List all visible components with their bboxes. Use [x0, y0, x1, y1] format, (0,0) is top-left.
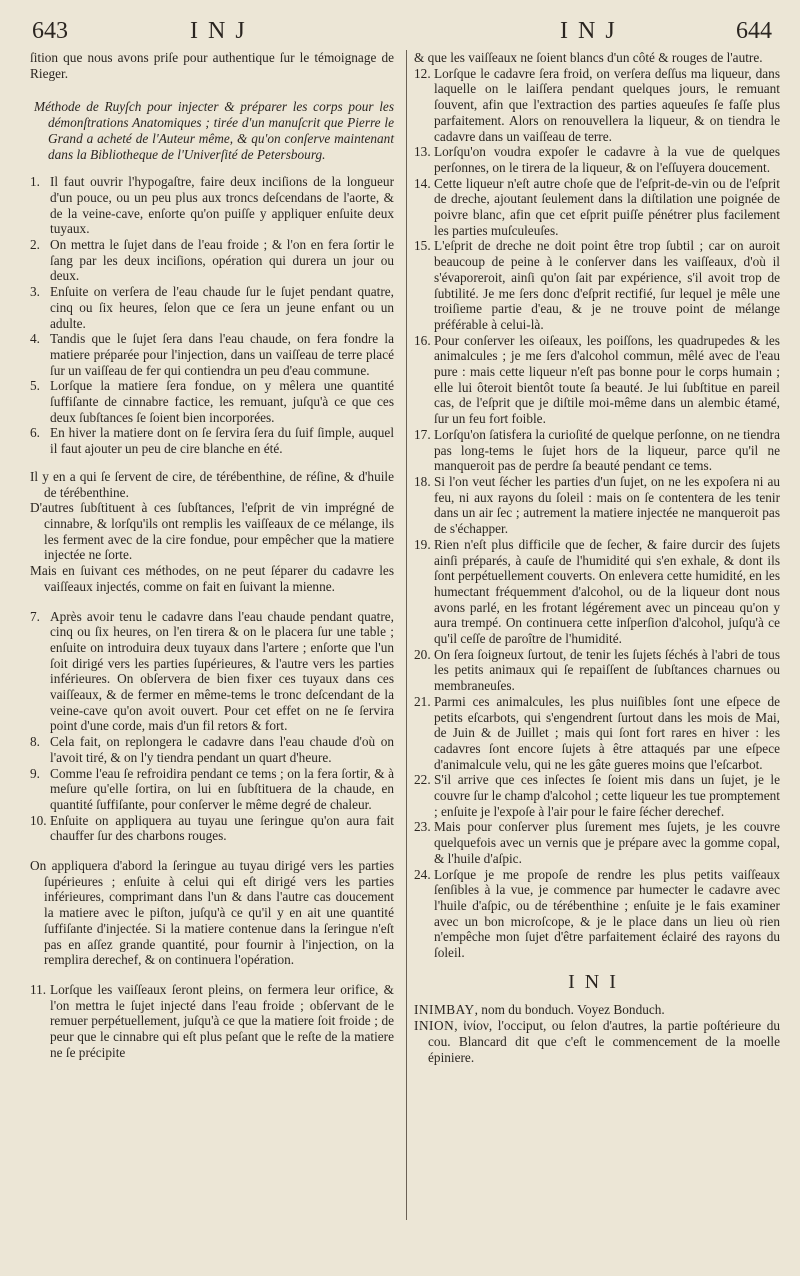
item-number: 15. — [414, 238, 431, 254]
item-number: 7. — [30, 608, 40, 624]
numbered-item — [414, 176, 780, 239]
entry-text: , nom du bonduch. Voyez Bonduch. — [474, 1002, 665, 1018]
item-text: On ſera ſoigneux ſurtout, de tenir les ſujets ſéchés à l'abri de tous les petits animaux qui ſe repaiſſent de ſubſtances charnues ou membraneuſes. — [434, 646, 780, 694]
right-continuation: & que les vaiſſeaux ne ſoient blancs d'un côté & rouges de l'autre. — [414, 50, 763, 65]
item-text: Tandis que le ſujet ſera dans l'eau chaude, on fera fondre la matiere préparée pour l'injection, dans un vaiſſeau de terre placé ſur un vaiſſeau de fer qui contiendra un peu d'eau commune. — [50, 331, 395, 378]
text-columns — [30, 50, 780, 1260]
item-number: 1. — [30, 174, 40, 190]
numbered-item — [414, 819, 780, 866]
page-number-left: 643 — [32, 18, 68, 44]
numbered-item — [30, 237, 394, 284]
item-number: 18. — [414, 473, 431, 489]
item-text: Après avoir tenu le cadavre dans l'eau chaude pendant quatre, cinq ou ſix heures, on l'en tirera & on le placera ſur une table ; enſuite on introduira deux tuyaux dans l'artere ; enſorte que l'un ſoit dirigé vers les parties ſupérieures, & l'autre vers les parties inférieures. On obſervera de bien fixer ces tuyaux dans ces vaiſſeaux, & de fermer en même-tems le tronc deſcendant de la veine-cave qu'on avoit ouvert. Pour cet effet on ne ſe ſervira point d'une corde, mais d'un fil retors & fort. — [50, 608, 395, 734]
item-number: 19. — [414, 536, 431, 552]
item-text: Lorſque je me propoſe de rendre les plus petits vaiſſeaux ſenſibles à la vue, je commence par humecter le cadavre avec l'huile d'aſpic, ou de térébenthine ; enſuite je le fais examiner avec un bon microſcope, & je le place dans un lieu où rien n'empêche mon ſujet d'être parfaitement éclairé des rayons du ſoleil. — [434, 866, 780, 961]
item-text: Mais pour conſerver plus ſurement mes ſujets, je les couvre quelquefois avec un vernis que je prépare avec la gomme copal, & l'huile d'aſpic. — [434, 819, 780, 866]
item-text: Il faut ouvrir l'hypogaſtre, faire deux inciſions de la longueur d'un pouce, ou un peu plus aux troncs deſcendans de l'aorte, & de la veine-cave, enſorte qu'on puiſſe y appliquer enſuite deux tuyaux. — [50, 174, 395, 237]
running-title-left: INJ — [190, 18, 255, 44]
right-column — [404, 50, 780, 1260]
entry-term: INIMBAY — [414, 1002, 475, 1018]
item-number: 22. — [414, 772, 431, 788]
left-continuation: ſition que nous avons priſe pour authentique ſur le témoignage de Rieger. — [30, 50, 395, 81]
item-text: Lorſque la matiere ſera fondue, on y mêlera une quantité ſuffiſante de cinnabre factice, les remuant, juſqu'à ce que ces deux ſubſtances ſe ſoient bien incorporées. — [50, 378, 395, 425]
item-number: 11. — [30, 981, 47, 997]
paragraph-syringe: On appliquera d'abord la ſeringue au tuyau dirigé vers les parties ſupérieures ; enſuite à celui qui eſt dirigé vers les parties inférieures, comprimant dans l'un & dans l'autre cas doucement la matiere avec le piſton, juſqu'à ce qu'il y en ait une quantité ſuffiſante d'injectée. Si la matiere contenue dans la ſeringue n'eſt pas en aſſez grande quantité, pour fournir à l'injection, on la remplira derechef, & on continuera l'opération. — [30, 858, 395, 968]
numbered-item — [414, 333, 780, 427]
dictionary-entry — [414, 1002, 780, 1018]
item-text: Comme l'eau ſe refroidira pendant ce tems ; on la fera ſortir, & à meſure qu'elle ſortira, on lui en ſubſtituera de la chaude, en quantité ſuffiſante, pour conſerver le même degré de chaleur. — [50, 765, 395, 812]
numbered-item — [414, 537, 780, 647]
item-number: 9. — [30, 765, 40, 781]
numbered-item — [414, 427, 780, 474]
item-text: Enſuite on appliquera au tuyau une ſeringue qu'on aura fait chauffer ſur des charbons rouges. — [50, 812, 395, 844]
numbered-item — [30, 766, 394, 813]
numbered-item — [414, 474, 780, 537]
paragraph-resin: Il y en a qui ſe ſervent de cire, de térébenthine, de réſine, & d'huile de térébenthine. — [30, 468, 395, 500]
item-number: 12. — [414, 65, 431, 81]
left-items-1 — [30, 174, 394, 457]
entry-text: , ἰνίον, l'occiput, ou ſelon d'autres, la partie poſtérieure du cou. Blancard dit que c'eſt le commencement de la moelle épiniere. — [428, 1018, 780, 1065]
item-number: 16. — [414, 332, 431, 348]
paragraph-methods: Mais en ſuivant ces méthodes, on ne peut ſéparer du cadavre les vaiſſeaux injectés, comme on fait en ſuivant la mienne. — [30, 563, 395, 594]
numbered-item — [30, 982, 394, 1061]
item-number: 4. — [30, 331, 40, 347]
item-text: Lorſqu'on ſatisfera la curioſité de quelque perſonne, on ne tiendra pas long-tems le ſujet hors de la liqueur, parce qu'il ne manqueroit pas de perdre ſa beauté pendant ce tems. — [434, 426, 780, 474]
numbered-item — [414, 867, 780, 961]
dictionary-entry — [414, 1018, 780, 1065]
numbered-item — [30, 813, 394, 844]
item-number: 3. — [30, 284, 40, 300]
numbered-item — [30, 425, 394, 456]
item-text: L'eſprit de dreche ne doit point être trop ſubtil ; car on auroit beaucoup de peine à le conſerver dans les vaiſſeaux, d'où il s'évaporeroit, ainſi qu'on ſait par expérience, s'il avoit trop de ſubtilité. Je me ſers donc d'eſprit rectifié, ſur lequel je mêle une troiſieme partie d'eau, & je ne trouve point de mélange préférable à celui-là. — [434, 238, 780, 332]
numbered-item — [414, 772, 780, 819]
item-text: Rien n'eſt plus difficile que de ſecher, & faire durcir des ſujets ainſi préparés, à cauſe de l'humidité qui s'en exhale, & dont ils ſont perpétuellement couverts. On enlevera cette humidité, en les humectant fréquemment d'alcohol, ou de la liqueur dont nous avons parlé, en les frotant légérement avec un pinceau qu'on y aura trempé. On continuera cette inſperſion d'alcohol, juſqu'à ce qu'il ceſſe de paroître de l'humidité. — [434, 536, 780, 647]
numbered-item — [414, 694, 780, 773]
item-number: 8. — [30, 734, 40, 750]
numbered-item — [30, 284, 394, 331]
item-number: 13. — [414, 144, 431, 160]
item-text: S'il arrive que ces inſectes ſe ſoient mis dans un ſujet, je le couvre ſur le champ d'alcohol ; cette liqueur les tue promptement ; enſuite je l'expoſe à l'air pour le faire ſécher derechef. — [434, 772, 780, 819]
running-header — [30, 16, 780, 50]
item-text: Si l'on veut ſécher les parties d'un ſujet, on ne les expoſera ni au feu, ni aux rayons du ſoleil : mais on ſe contentera de les tenir dans un air ſec ; autrement la matiere injectée ne manqueroit pas de s'échapper. — [434, 473, 780, 537]
page-number-right: 644 — [736, 18, 772, 44]
running-title-right: INJ — [560, 18, 625, 44]
item-text: Pour conſerver les oiſeaux, les poiſſons, les quadrupedes & les animalcules ; je me ſers d'alcohol commun, mêlé avec de l'eau pure : mais cette liqueur n'eſt pas bonne pour le corps humain ; elle lui ôteroit bientôt toute ſa beauté. Je lui ſubſtitue en pareil cas, de l'eſprit que je diſtile moi-même dans un alembic étamé, ſur un feu fort foible. — [434, 332, 780, 427]
dictionary-entries — [414, 1002, 780, 1065]
item-text: Parmi ces animalcules, les plus nuiſibles ſont une eſpece de petits eſcarbots, qui s'engendrent ſurtout dans les mois de Mai, de Juin & de Juillet ; mais qui ſont fort rares en hiver : les cadavres ſont encore ſujets à être attaqués par une eſpece d'animalcule velu, qui ne les gâte gueres moins que l'eſcarbot. — [434, 693, 780, 772]
numbered-item — [30, 331, 394, 378]
item-number: 20. — [414, 646, 431, 662]
item-text: Lorſque le cadavre ſera froid, on verſera deſſus ma liqueur, dans laquelle on le laiſſera pendant quelques jours, le remuant ſouvent, afin que l'extraction des parties aqueuſes ſe faſſe plus parfaitement. Alors on renouvellera la liqueur, & on tiendra le cadavre dans un vaiſſeau de terre. — [434, 65, 780, 144]
item-number: 17. — [414, 426, 431, 442]
method-title: Méthode de Ruyſch pour injecter & préparer les corps pour les démonſtrations Anatomiques ; tirée d'un manuſcrit que Pierre le Grand a acheté de l'Auteur même, & qu'on conſerve maintenant dans la Bibliotheque de l'Univerſité de Petersbourg. — [34, 99, 395, 162]
section-heading-ini: INI — [568, 970, 626, 993]
numbered-item — [414, 647, 780, 694]
left-items-2 — [30, 609, 394, 845]
left-column — [30, 50, 404, 1260]
entry-term: INION — [414, 1018, 455, 1034]
numbered-item — [30, 734, 394, 765]
numbered-item — [414, 144, 780, 175]
numbered-item — [414, 238, 780, 332]
item-text: On mettra le ſujet dans de l'eau froide ; & l'on en fera ſortir le ſang par les deux inciſions, opération qui durera un jour ou deux. — [50, 237, 395, 284]
item-number: 10. — [30, 812, 47, 828]
item-text: Enſuite on verſera de l'eau chaude ſur le ſujet pendant quatre, cinq ou ſix heures, ſelon que ce ſera un jeune enfant ou un adulte. — [50, 284, 395, 331]
item-number: 24. — [414, 866, 431, 882]
numbered-item — [30, 609, 394, 735]
item-number: 14. — [414, 175, 431, 191]
left-items-3 — [30, 982, 394, 1061]
numbered-item — [30, 378, 394, 425]
item-text: Lorſqu'on voudra expoſer le cadavre à la vue de quelques perſonnes, on le tirera de la liqueur, & on l'eſſuyera doucement. — [434, 144, 780, 175]
item-number: 23. — [414, 819, 431, 835]
numbered-item — [30, 174, 394, 237]
item-text: Cela fait, on replongera le cadavre dans l'eau chaude d'où on l'avoit tiré, & on l'y tiendra pendant un quart d'heure. — [50, 734, 395, 765]
item-text: Lorſque les vaiſſeaux ſeront pleins, on fermera leur orifice, & l'on mettra le ſujet injecté dans l'eau froide ; obſervant de le remuer perpétuellement, juſqu'à ce que la matiere ſoit froide ; de peur que le cinnabre qui eſt plus peſant que le reſte de la matiere ne ſe précipite — [50, 981, 395, 1060]
right-items — [414, 66, 780, 961]
column-divider — [406, 50, 407, 1220]
numbered-item — [414, 66, 780, 145]
item-text: En hiver la matiere dont on ſe ſervira ſera du ſuif ſimple, auquel il faut ajouter un peu de cire blanche en été. — [50, 425, 395, 457]
item-number: 21. — [414, 693, 431, 709]
paragraph-substitutes: D'autres ſubſtituent à ces ſubſtances, l'eſprit de vin imprégné de cinnabre, & lorſqu'ils ont remplis les vaiſſeaux de ce mélange, ils les ferment avec de la cire fondue, pour empêcher que la matiere injectée ne ſorte. — [30, 500, 395, 563]
item-number: 6. — [30, 425, 40, 441]
item-number: 5. — [30, 378, 40, 394]
item-number: 2. — [30, 237, 40, 253]
item-text: Cette liqueur n'eſt autre choſe que de l'eſprit-de-vin ou de l'eſprit de dreche, ajoutant ſeulement dans la diſtilation une poignée de poivre blanc, afin que cet eſprit puiſſe pénétrer plus facilement les parties muſculeuſes. — [434, 175, 780, 238]
